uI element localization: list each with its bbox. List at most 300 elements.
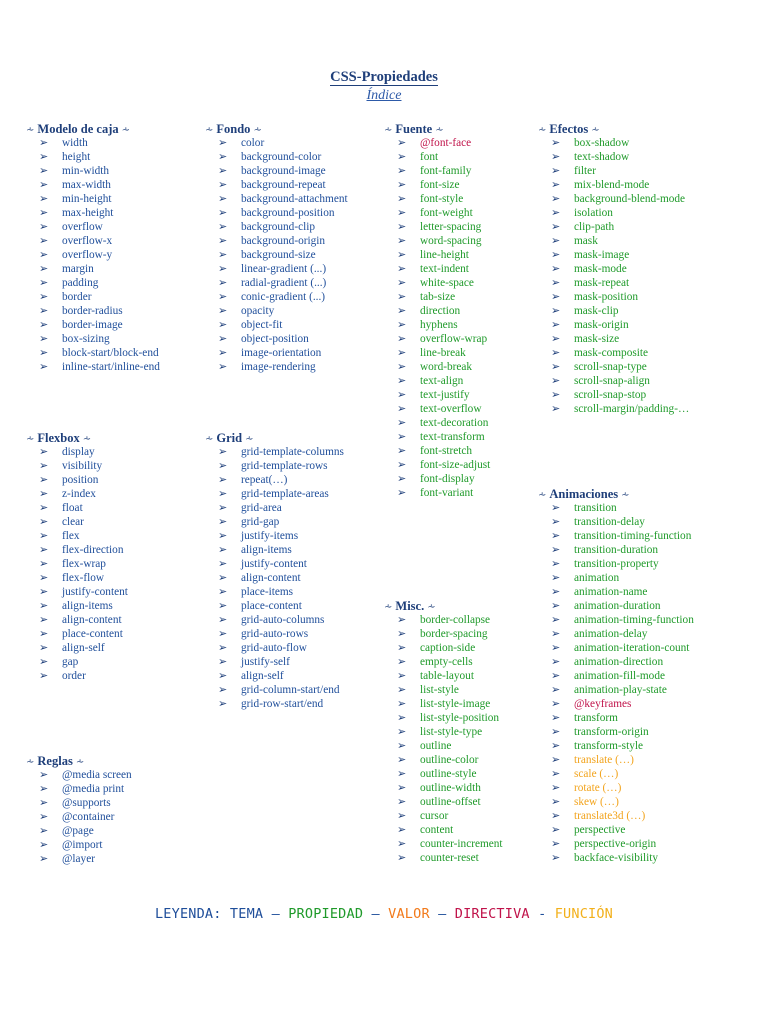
- section-fondo: [205, 122, 348, 374]
- list-item-label: border-collapse: [420, 614, 491, 626]
- list-item-label: justify-content: [241, 558, 307, 570]
- list-item-label: grid-template-rows: [241, 460, 328, 472]
- list-item: [384, 655, 503, 669]
- list-item-label: text-indent: [420, 263, 469, 275]
- list-item: [538, 711, 694, 725]
- item-list: [26, 445, 128, 683]
- list-item: [384, 444, 490, 458]
- arrow-bullet-icon: ➢: [39, 473, 49, 486]
- arrow-bullet-icon: ➢: [39, 346, 49, 359]
- arrow-bullet-icon: ➢: [218, 164, 228, 177]
- list-item-label: mix-blend-mode: [574, 179, 650, 191]
- list-item-label: flex-wrap: [62, 558, 106, 570]
- list-item: [538, 795, 694, 809]
- list-item-label: skew (…): [574, 796, 619, 808]
- list-item-label: opacity: [241, 305, 275, 317]
- list-item: [384, 697, 503, 711]
- arrow-bullet-icon: ➢: [551, 192, 561, 205]
- legend-tema: TEMA: [229, 906, 264, 922]
- list-item-label: background-repeat: [241, 179, 326, 191]
- list-item: [26, 206, 160, 220]
- legend-separator: –: [371, 906, 380, 922]
- list-item-label: justify-self: [241, 656, 290, 668]
- list-item-label: animation-fill-mode: [574, 670, 665, 682]
- arrow-bullet-icon: ➢: [397, 725, 407, 738]
- arrow-bullet-icon: ➢: [551, 683, 561, 696]
- list-item: [26, 613, 128, 627]
- list-item-label: caption-side: [420, 642, 476, 654]
- list-item: [26, 543, 128, 557]
- list-item-label: mask-position: [574, 291, 639, 303]
- list-item-label: backface-visibility: [574, 852, 659, 864]
- list-item-label: font-stretch: [420, 445, 473, 457]
- list-item: [205, 346, 348, 360]
- list-item: [538, 515, 694, 529]
- list-item: [538, 739, 694, 753]
- arrow-bullet-icon: ➢: [397, 248, 407, 261]
- section-heading: [538, 487, 694, 501]
- list-item: [205, 332, 348, 346]
- list-item: [26, 234, 160, 248]
- arrow-bullet-icon: ➢: [39, 164, 49, 177]
- list-item-label: place-items: [241, 586, 294, 598]
- list-item: [205, 150, 348, 164]
- list-item: [205, 599, 344, 613]
- section-heading: [26, 754, 132, 768]
- arrow-bullet-icon: ➢: [218, 683, 228, 696]
- list-item-label: grid-row-start/end: [241, 698, 324, 710]
- list-item: [538, 402, 689, 416]
- section-heading-label: Animaciones: [549, 487, 619, 501]
- arrow-bullet-icon: ➢: [218, 346, 228, 359]
- arrow-bullet-icon: ➢: [551, 669, 561, 682]
- list-item: [538, 388, 689, 402]
- list-item: [384, 290, 490, 304]
- list-item-label: filter: [574, 165, 596, 177]
- list-item-label: transform-origin: [574, 726, 649, 738]
- list-item-label: @keyframes: [574, 698, 632, 710]
- list-item-label: background-attachment: [241, 193, 348, 205]
- ornament-icon: ⩪: [435, 125, 444, 136]
- arrow-bullet-icon: ➢: [397, 767, 407, 780]
- list-item-label: overflow-x: [62, 235, 113, 247]
- ornament-icon: ⩪: [75, 757, 85, 768]
- list-item-label: empty-cells: [420, 656, 473, 668]
- list-item: [384, 192, 490, 206]
- list-item: [205, 571, 344, 585]
- list-item: [26, 346, 160, 360]
- list-item-label: grid-gap: [241, 516, 280, 528]
- list-item-label: cursor: [420, 810, 449, 822]
- arrow-bullet-icon: ➢: [218, 206, 228, 219]
- list-item: [384, 346, 490, 360]
- list-item: [26, 585, 128, 599]
- list-item: [205, 445, 344, 459]
- list-item-label: place-content: [62, 628, 123, 640]
- section-animaciones: [538, 487, 694, 865]
- list-item-label: rotate (…): [574, 782, 622, 794]
- arrow-bullet-icon: ➢: [218, 445, 228, 458]
- title-block: [0, 68, 768, 104]
- list-item-label: text-shadow: [574, 151, 630, 163]
- list-item-label: mask-clip: [574, 305, 619, 317]
- list-item-label: box-shadow: [574, 137, 630, 149]
- arrow-bullet-icon: ➢: [39, 332, 49, 345]
- list-item-label: align-content: [62, 614, 122, 626]
- list-item-label: height: [62, 151, 91, 163]
- arrow-bullet-icon: ➢: [551, 697, 561, 710]
- list-item: [205, 220, 348, 234]
- list-item-label: text-decoration: [420, 417, 489, 429]
- list-item-label: grid-auto-rows: [241, 628, 309, 640]
- arrow-bullet-icon: ➢: [551, 851, 561, 864]
- list-item-label: word-break: [420, 361, 473, 373]
- list-item-label: outline-style: [420, 768, 477, 780]
- list-item-label: z-index: [62, 488, 96, 500]
- legend: [0, 906, 768, 922]
- arrow-bullet-icon: ➢: [39, 234, 49, 247]
- section-heading-label: Grid: [216, 431, 243, 445]
- arrow-bullet-icon: ➢: [551, 739, 561, 752]
- arrow-bullet-icon: ➢: [397, 178, 407, 191]
- list-item: [384, 472, 490, 486]
- list-item: [205, 627, 344, 641]
- list-item: [26, 852, 132, 866]
- section-grid: [205, 431, 344, 711]
- arrow-bullet-icon: ➢: [39, 304, 49, 317]
- arrow-bullet-icon: ➢: [218, 557, 228, 570]
- list-item-label: list-style: [420, 684, 459, 696]
- section-modelo-de-caja: [26, 122, 160, 374]
- list-item-label: border-radius: [62, 305, 123, 317]
- list-item-label: gap: [62, 656, 79, 668]
- list-item-label: flex-direction: [62, 544, 124, 556]
- arrow-bullet-icon: ➢: [39, 571, 49, 584]
- list-item-label: object-position: [241, 333, 309, 345]
- list-item: [26, 810, 132, 824]
- arrow-bullet-icon: ➢: [39, 669, 49, 682]
- list-item-label: font-display: [420, 473, 475, 485]
- list-item: [205, 178, 348, 192]
- list-item-label: outline-width: [420, 782, 481, 794]
- list-item: [384, 627, 503, 641]
- arrow-bullet-icon: ➢: [218, 290, 228, 303]
- arrow-bullet-icon: ➢: [551, 234, 561, 247]
- list-item: [384, 809, 503, 823]
- arrow-bullet-icon: ➢: [397, 711, 407, 724]
- list-item-label: transition: [574, 502, 617, 514]
- list-item: [538, 360, 689, 374]
- item-list: [384, 613, 503, 865]
- list-item: [538, 178, 689, 192]
- list-item: [26, 276, 160, 290]
- list-item: [538, 753, 694, 767]
- list-item-label: table-layout: [420, 670, 474, 682]
- list-item: [538, 823, 694, 837]
- item-list: [384, 136, 490, 500]
- list-item-label: letter-spacing: [420, 221, 482, 233]
- list-item-label: clip-path: [574, 221, 615, 233]
- arrow-bullet-icon: ➢: [218, 192, 228, 205]
- section-heading-label: Fondo: [216, 122, 251, 136]
- list-item-label: background-position: [241, 207, 335, 219]
- ornament-icon: ⩪: [538, 125, 547, 136]
- list-item-label: text-transform: [420, 431, 485, 443]
- arrow-bullet-icon: ➢: [39, 613, 49, 626]
- list-item-label: grid-template-columns: [241, 446, 344, 458]
- ornament-icon: ⩪: [121, 125, 131, 136]
- list-item: [538, 641, 694, 655]
- list-item-label: @page: [62, 825, 94, 837]
- list-item-label: outline-color: [420, 754, 479, 766]
- arrow-bullet-icon: ➢: [39, 501, 49, 514]
- arrow-bullet-icon: ➢: [39, 810, 49, 823]
- list-item: [205, 234, 348, 248]
- list-item: [205, 318, 348, 332]
- list-item: [26, 599, 128, 613]
- section-reglas: [26, 754, 132, 866]
- list-item: [384, 220, 490, 234]
- list-item-label: position: [62, 474, 99, 486]
- list-item: [205, 164, 348, 178]
- list-item: [26, 487, 128, 501]
- list-item: [384, 304, 490, 318]
- list-item-label: align-items: [62, 600, 113, 612]
- arrow-bullet-icon: ➢: [551, 388, 561, 401]
- arrow-bullet-icon: ➢: [39, 599, 49, 612]
- arrow-bullet-icon: ➢: [39, 585, 49, 598]
- arrow-bullet-icon: ➢: [397, 430, 407, 443]
- list-item-label: font-family: [420, 165, 472, 177]
- list-item-label: padding: [62, 277, 99, 289]
- section-heading: [26, 431, 128, 445]
- arrow-bullet-icon: ➢: [218, 501, 228, 514]
- list-item: [538, 837, 694, 851]
- arrow-bullet-icon: ➢: [218, 487, 228, 500]
- list-item-label: direction: [420, 305, 461, 317]
- arrow-bullet-icon: ➢: [551, 599, 561, 612]
- list-item-label: grid-auto-flow: [241, 642, 307, 654]
- list-item: [205, 487, 344, 501]
- section-heading-label: Reglas: [37, 754, 73, 768]
- list-item-label: object-fit: [241, 319, 283, 331]
- legend-separator: –: [438, 906, 447, 922]
- arrow-bullet-icon: ➢: [39, 838, 49, 851]
- list-item: [384, 683, 503, 697]
- arrow-bullet-icon: ➢: [551, 178, 561, 191]
- arrow-bullet-icon: ➢: [397, 823, 407, 836]
- arrow-bullet-icon: ➢: [218, 276, 228, 289]
- list-item: [205, 697, 344, 711]
- ornament-icon: ⩪: [205, 125, 214, 136]
- arrow-bullet-icon: ➢: [397, 697, 407, 710]
- arrow-bullet-icon: ➢: [397, 234, 407, 247]
- list-item: [538, 809, 694, 823]
- arrow-bullet-icon: ➢: [39, 557, 49, 570]
- list-item: [538, 374, 689, 388]
- list-item-label: scroll-snap-stop: [574, 389, 647, 401]
- list-item-label: width: [62, 137, 88, 149]
- list-item: [384, 739, 503, 753]
- list-item-label: white-space: [420, 277, 474, 289]
- arrow-bullet-icon: ➢: [551, 655, 561, 668]
- arrow-bullet-icon: ➢: [397, 290, 407, 303]
- arrow-bullet-icon: ➢: [551, 150, 561, 163]
- list-item: [384, 150, 490, 164]
- list-item: [538, 851, 694, 865]
- list-item-label: background-size: [241, 249, 316, 261]
- arrow-bullet-icon: ➢: [397, 304, 407, 317]
- list-item-label: background-color: [241, 151, 322, 163]
- arrow-bullet-icon: ➢: [218, 262, 228, 275]
- arrow-bullet-icon: ➢: [218, 697, 228, 710]
- arrow-bullet-icon: ➢: [551, 360, 561, 373]
- arrow-bullet-icon: ➢: [218, 543, 228, 556]
- list-item: [538, 543, 694, 557]
- arrow-bullet-icon: ➢: [551, 809, 561, 822]
- list-item: [26, 473, 128, 487]
- page-subtitle: Índice: [366, 88, 402, 103]
- arrow-bullet-icon: ➢: [39, 206, 49, 219]
- arrow-bullet-icon: ➢: [218, 515, 228, 528]
- arrow-bullet-icon: ➢: [39, 768, 49, 781]
- list-item-label: box-sizing: [62, 333, 110, 345]
- list-item-label: scroll-snap-align: [574, 375, 650, 387]
- arrow-bullet-icon: ➢: [39, 248, 49, 261]
- list-item-label: animation-timing-function: [574, 614, 694, 626]
- arrow-bullet-icon: ➢: [218, 248, 228, 261]
- list-item: [26, 304, 160, 318]
- item-list: [26, 768, 132, 866]
- list-item-label: justify-content: [62, 586, 128, 598]
- arrow-bullet-icon: ➢: [39, 641, 49, 654]
- arrow-bullet-icon: ➢: [397, 837, 407, 850]
- list-item: [384, 388, 490, 402]
- list-item: [26, 782, 132, 796]
- list-item-label: border-image: [62, 319, 123, 331]
- list-item: [538, 613, 694, 627]
- arrow-bullet-icon: ➢: [218, 627, 228, 640]
- arrow-bullet-icon: ➢: [397, 150, 407, 163]
- list-item-label: flex: [62, 530, 80, 542]
- list-item: [26, 150, 160, 164]
- ornament-icon: ⩪: [427, 602, 436, 613]
- section-heading: [384, 122, 490, 136]
- arrow-bullet-icon: ➢: [397, 402, 407, 415]
- list-item-label: transform: [574, 712, 618, 724]
- list-item: [26, 164, 160, 178]
- list-item: [384, 374, 490, 388]
- list-item-label: transition-property: [574, 558, 659, 570]
- list-item: [384, 360, 490, 374]
- arrow-bullet-icon: ➢: [397, 809, 407, 822]
- legend-separator: -: [538, 906, 547, 922]
- arrow-bullet-icon: ➢: [551, 332, 561, 345]
- arrow-bullet-icon: ➢: [218, 473, 228, 486]
- list-item: [205, 585, 344, 599]
- list-item: [538, 346, 689, 360]
- list-item: [384, 851, 503, 865]
- arrow-bullet-icon: ➢: [551, 795, 561, 808]
- list-item-label: place-content: [241, 600, 302, 612]
- list-item-label: mask-mode: [574, 263, 627, 275]
- arrow-bullet-icon: ➢: [551, 557, 561, 570]
- ornament-icon: ⩪: [26, 434, 35, 445]
- list-item: [538, 290, 689, 304]
- list-item-label: list-style-type: [420, 726, 483, 738]
- list-item: [26, 459, 128, 473]
- list-item: [205, 641, 344, 655]
- list-item: [384, 248, 490, 262]
- arrow-bullet-icon: ➢: [218, 641, 228, 654]
- arrow-bullet-icon: ➢: [397, 318, 407, 331]
- arrow-bullet-icon: ➢: [397, 627, 407, 640]
- arrow-bullet-icon: ➢: [397, 262, 407, 275]
- section-heading-label: Fuente: [395, 122, 433, 136]
- list-item: [538, 781, 694, 795]
- list-item: [26, 768, 132, 782]
- list-item-label: mask-image: [574, 249, 630, 261]
- list-item-label: animation-play-state: [574, 684, 667, 696]
- list-item-label: perspective: [574, 824, 626, 836]
- arrow-bullet-icon: ➢: [218, 529, 228, 542]
- list-item-label: linear-gradient (...): [241, 263, 327, 275]
- arrow-bullet-icon: ➢: [39, 150, 49, 163]
- arrow-bullet-icon: ➢: [397, 164, 407, 177]
- list-item-label: overflow-y: [62, 249, 113, 261]
- list-item-label: grid-template-areas: [241, 488, 329, 500]
- arrow-bullet-icon: ➢: [397, 613, 407, 626]
- list-item: [26, 627, 128, 641]
- list-item-label: block-start/block-end: [62, 347, 159, 359]
- arrow-bullet-icon: ➢: [397, 753, 407, 766]
- list-item-label: align-self: [241, 670, 284, 682]
- arrow-bullet-icon: ➢: [397, 781, 407, 794]
- legend-valor: VALOR: [388, 906, 430, 922]
- arrow-bullet-icon: ➢: [397, 388, 407, 401]
- list-item: [205, 276, 348, 290]
- list-item: [26, 445, 128, 459]
- list-item-label: min-height: [62, 193, 112, 205]
- section-efectos: [538, 122, 689, 416]
- section-heading: [538, 122, 689, 136]
- arrow-bullet-icon: ➢: [397, 332, 407, 345]
- list-item: [384, 837, 503, 851]
- list-item: [205, 262, 348, 276]
- list-item: [205, 248, 348, 262]
- list-item-label: counter-reset: [420, 852, 479, 864]
- list-item: [384, 164, 490, 178]
- list-item: [538, 655, 694, 669]
- arrow-bullet-icon: ➢: [218, 220, 228, 233]
- list-item-label: font-weight: [420, 207, 473, 219]
- list-item: [26, 557, 128, 571]
- item-list: [538, 136, 689, 416]
- arrow-bullet-icon: ➢: [397, 360, 407, 373]
- section-heading: [205, 122, 348, 136]
- arrow-bullet-icon: ➢: [39, 192, 49, 205]
- arrow-bullet-icon: ➢: [39, 796, 49, 809]
- list-item: [205, 290, 348, 304]
- list-item-label: grid-area: [241, 502, 282, 514]
- arrow-bullet-icon: ➢: [397, 276, 407, 289]
- list-item: [538, 767, 694, 781]
- list-item: [26, 248, 160, 262]
- arrow-bullet-icon: ➢: [551, 164, 561, 177]
- list-item: [26, 290, 160, 304]
- list-item-label: max-width: [62, 179, 111, 191]
- arrow-bullet-icon: ➢: [397, 472, 407, 485]
